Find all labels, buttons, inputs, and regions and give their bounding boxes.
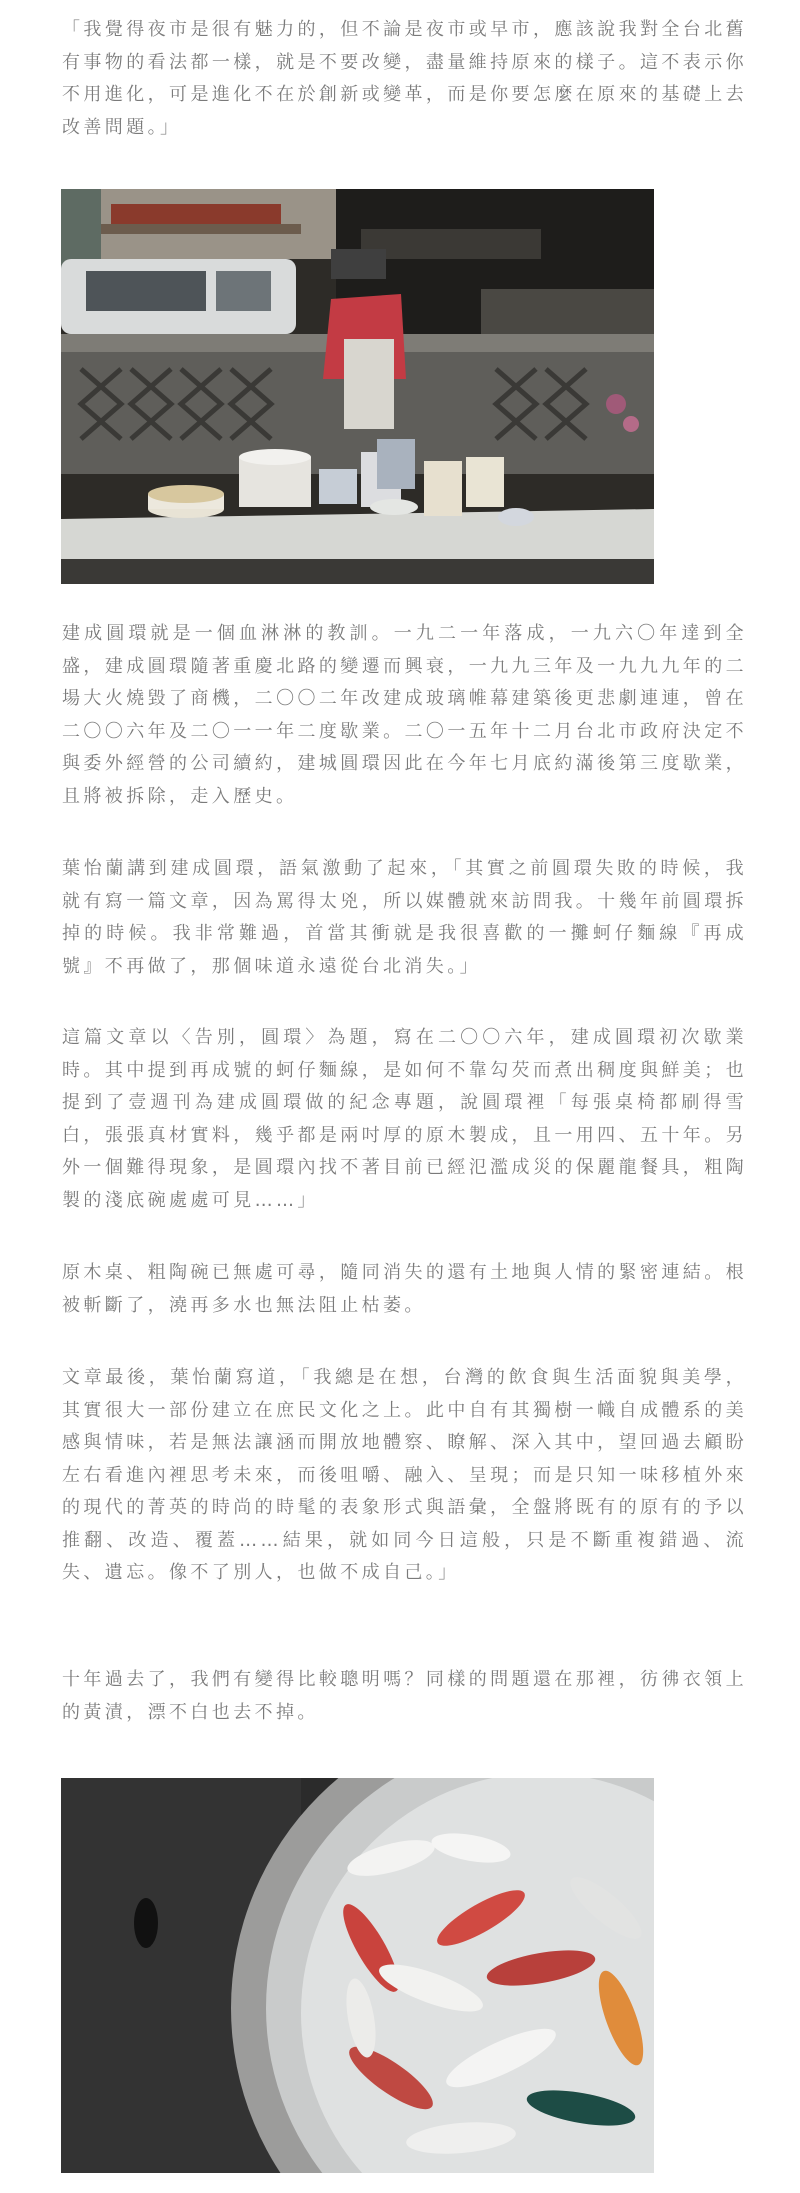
photo-stall-bowls (61, 189, 654, 584)
photo-spoons-basin (61, 1778, 654, 2173)
paragraph-2: 建成圓環就是一個血淋淋的教訓。一九二一年落成，一九六〇年達到全盛，建成圓環隨著重慶北路的變遷而興衰，一九九三年及一九九九年的二場大火燒毀了商機，二〇〇二年改建成玻璃帷幕建築後更悲劇連連，曾在二〇〇六年及二〇一一年二度歇業。二〇一五年十二月台北市政府決定不與委外經營的公司續約，建城圓環因此在今年七月底約滿後第三度歇業，且將被拆除，走入歷史。 (62, 623, 747, 807)
paragraph-7: 十年過去了，我們有變得比較聰明嗎？同樣的問題還在那裡，彷彿衣領上的黃漬，漂不白也去不掉。 (62, 1669, 747, 1723)
paragraph-1: 「我覺得夜市是很有魅力的，但不論是夜市或早市，應該說我對全台北舊有事物的看法都一樣，就是不要改變，盡量維持原來的樣子。這不表示你不用進化，可是進化不在於創新或變革，而是你要怎麼在原來的基礎上去改善問題。」 (62, 19, 747, 138)
stall-bowls-illustration (61, 189, 654, 584)
spoons-basin-illustration (61, 1778, 654, 2173)
paragraph-6: 文章最後，葉怡蘭寫道，「我總是在想，台灣的飲食與生活面貌與美學，其實很大一部份建立在庶民文化之上。此中自有其獨樹一幟自成體系的美感與情味，若是無法讓涵而開放地體察、瞭解、深入其中，望回過去顧盼左右看進內裡思考未來，而後咀嚼、融入、呈現；而是只知一味移植外來的現代的菁英的時尚的時髦的表象形式與語彙，全盤將既有的原有的予以推翻、改造、覆蓋……結果，就如同今日這般，只是不斷重複錯過、流失、遺忘。像不了別人，也做不成自己。」 (62, 1367, 747, 1583)
paragraph-4: 這篇文章以〈告別，圓環〉為題，寫在二〇〇六年，建成圓環初次歇業時。其中提到再成號的蚵仔麵線，是如何不靠勾芡而煮出稠度與鮮美；也提到了壹週刊為建成圓環做的紀念專題，說圓環裡「每張桌椅都刷得雪白，張張真材實料，幾乎都是兩吋厚的原木製成，且一用四、五十年。另外一個難得現象，是圓環內找不著目前已經氾濫成災的保麗龍餐具，粗陶製的淺底碗處處可見……」 (62, 1027, 747, 1211)
paragraph-3: 葉怡蘭講到建成圓環，語氣激動了起來，「其實之前圓環失敗的時候，我就有寫一篇文章，因為罵得太兇，所以媒體就來訪問我。十幾年前圓環拆掉的時候。我非常難過，首當其衝就是我很喜歡的一攤蚵仔麵線『再成號』不再做了，那個味道永遠從台北消失。」 (62, 858, 747, 977)
paragraph-5: 原木桌、粗陶碗已無處可尋，隨同消失的還有土地與人情的緊密連結。根被斬斷了，澆再多水也無法阻止枯萎。 (62, 1262, 747, 1316)
